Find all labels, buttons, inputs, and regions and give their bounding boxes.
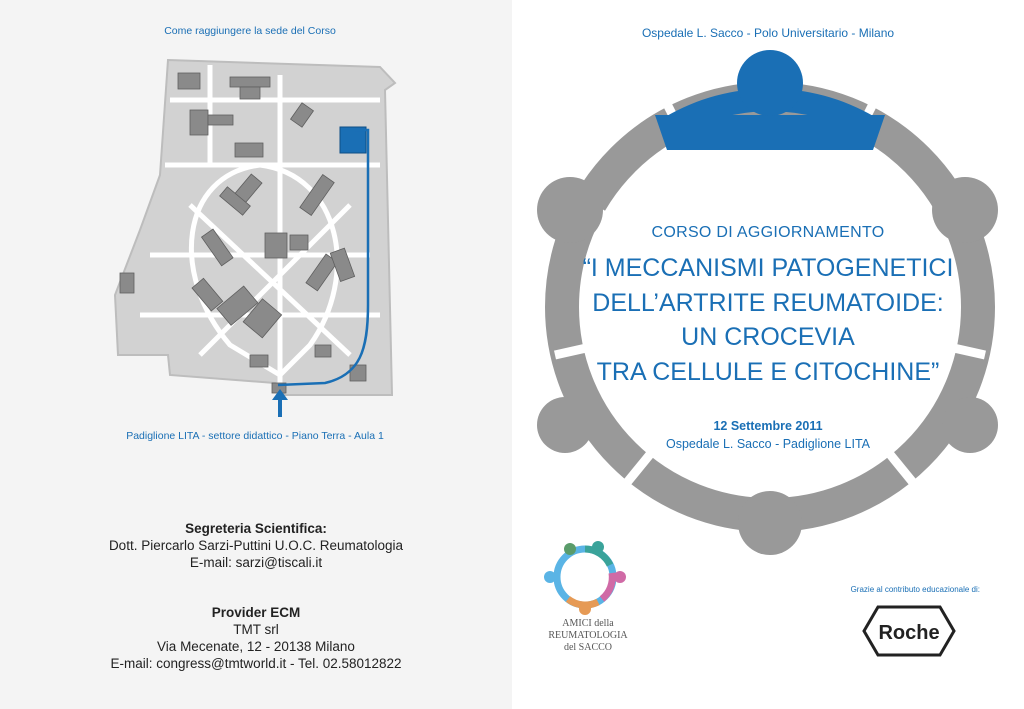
amici-reumatologia-logo (540, 535, 630, 615)
title-line-4: TRA CELLULE E CITOCHINE” (596, 357, 940, 386)
segreteria-heading: Segreteria Scientifica: (185, 521, 327, 536)
roche-wordmark: Roche (878, 622, 940, 644)
title-line-3: UN CROCEVIA (681, 323, 855, 351)
campus-map (110, 55, 400, 425)
segreteria-block (0, 520, 512, 571)
roche-logo (862, 605, 956, 657)
event-date: 12 Settembre 2011 (713, 419, 823, 433)
logo-caption-line-1: AMICI della (562, 618, 614, 629)
map-heading: Come raggiungere la sede del Corso (164, 25, 336, 37)
provider-contact: E-mail: congress@tmtworld.it - Tel. 02.58012822 (110, 656, 402, 671)
provider-heading: Provider ECM (211, 605, 301, 620)
provider-name: TMT srl (233, 622, 279, 637)
title-line-1: “I MECCANISMI PATOGENETICI (582, 254, 954, 282)
logo-caption-line-3: del SACCO (563, 642, 613, 653)
course-title (512, 251, 1024, 389)
event-venue: Ospedale L. Sacco - Padiglione LITA (665, 437, 871, 451)
course-label: CORSO DI AGGIORNAMENTO (651, 224, 885, 241)
hospital-header: Ospedale L. Sacco - Polo Universitario - Milano (641, 26, 895, 40)
logo-caption-line-2: REUMATOLOGIA (548, 630, 628, 641)
sponsor-note: Grazie al contributo educazionale di: (850, 585, 980, 594)
segreteria-line1: Dott. Piercarlo Sarzi-Puttini U.O.C. Reumatologia (108, 538, 404, 553)
segreteria-email: E-mail: sarzi@tiscali.it (189, 555, 323, 570)
map-caption: Padiglione LITA - settore didattico - Piano Terra - Aula 1 (126, 430, 384, 442)
title-line-2: DELL’ARTRITE REUMATOIDE: (592, 288, 944, 317)
provider-address: Via Mecenate, 12 - 20138 Milano (157, 639, 355, 654)
provider-block (0, 604, 512, 672)
logo-caption (548, 618, 628, 654)
